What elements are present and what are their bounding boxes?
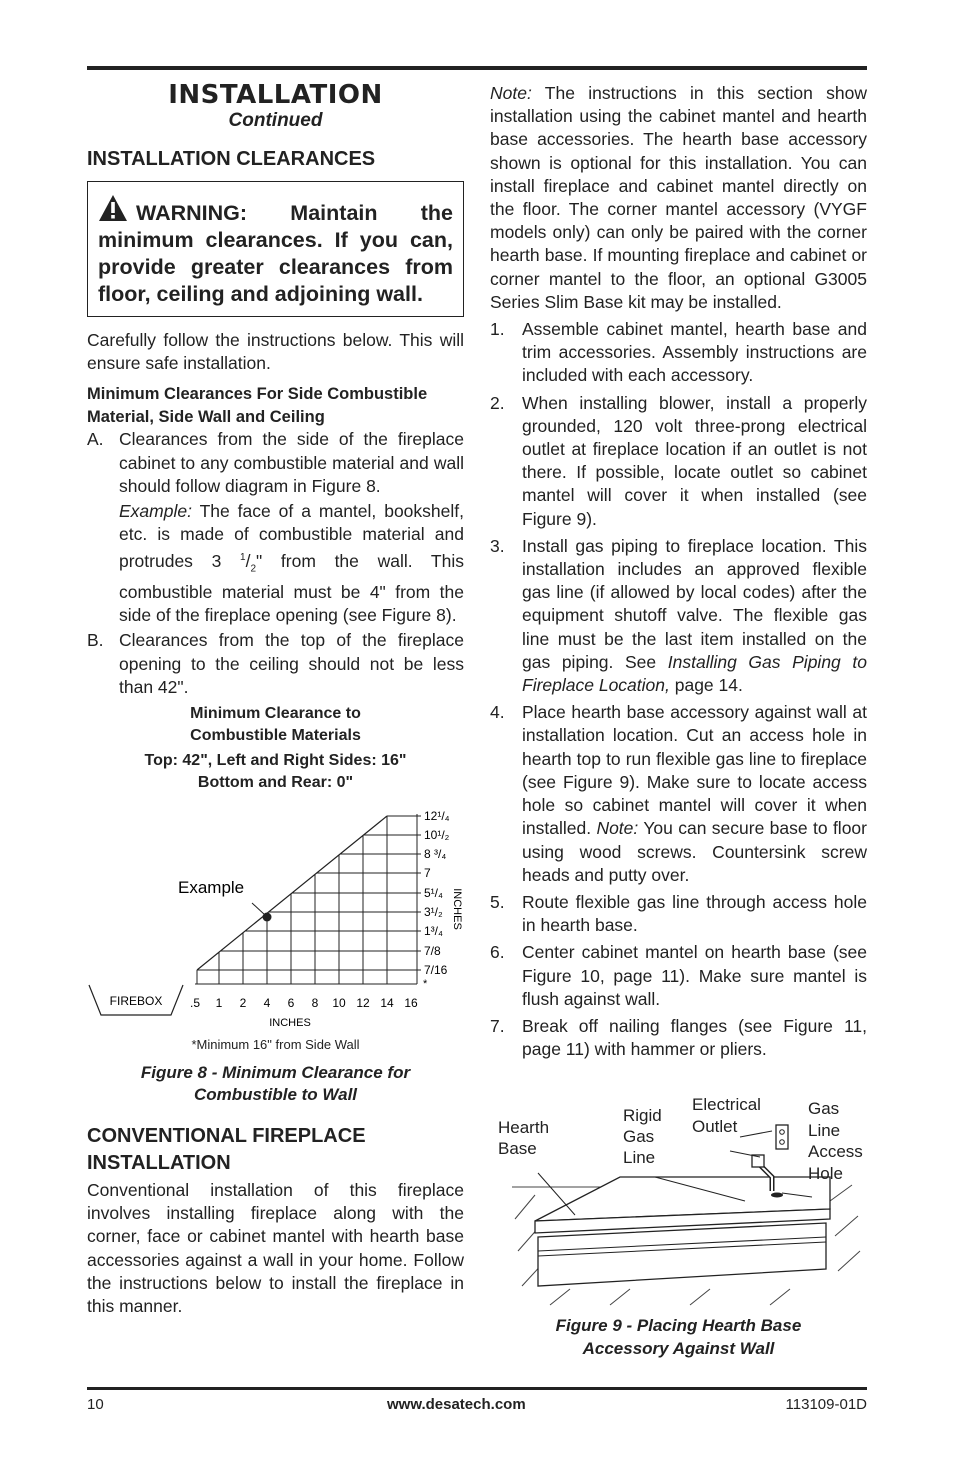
footer-code: 113109-01D bbox=[785, 1396, 867, 1413]
y-tick-label: 8 ³/₄ bbox=[424, 846, 447, 861]
conventional-heading bbox=[87, 1123, 464, 1177]
firebox-label: FIREBOX bbox=[109, 993, 163, 1008]
fig9-caption-2: Accessory Against Wall bbox=[582, 1338, 775, 1358]
example-part-2: " from the wall. This combustible material must be 4" from the side of the fireplace opening (see Figure 8). bbox=[119, 551, 464, 626]
step-text-part: Install gas piping to fireplace location. This installation includes an approved flexible gas line (if allowed by local codes) after the equipment shutoff valve. The flexible gas line must be the last item installed on the gas piping. See bbox=[522, 535, 867, 672]
hearth-label-2: Base bbox=[498, 1139, 537, 1159]
step-text-part: Route flexible gas line through access hole in hearth base. bbox=[522, 891, 867, 936]
x-tick-label: 6 bbox=[287, 995, 295, 1010]
figure8-titles bbox=[87, 703, 464, 795]
elec-label-1: Electrical bbox=[692, 1095, 761, 1115]
list-item bbox=[87, 428, 464, 627]
item-b-text: Clearances from the top of the fireplace opening to the ceiling should not be less than 42". bbox=[119, 630, 464, 697]
asterisk: * bbox=[423, 977, 428, 990]
note-label: Note: bbox=[490, 83, 532, 103]
y-tick-label: 5¹/₄ bbox=[424, 885, 443, 900]
step-text-part: Place hearth base accessory against wall at installation location. Cut an access hole in hearth top to run flexible gas line to fireplace (see Figure 9). Make sure to locate access hole so cabinet mantel will cover it when installed. bbox=[522, 702, 867, 839]
fig8-title-2: Combustible Materials bbox=[190, 727, 361, 745]
y-axis-label: INCHES bbox=[451, 888, 463, 930]
y-tick-label: 10¹/₂ bbox=[424, 827, 450, 842]
frac-den: 2 bbox=[250, 563, 257, 575]
warning-box bbox=[87, 181, 464, 317]
gas-label-4: Hole bbox=[808, 1164, 843, 1184]
page-title: INSTALLATION bbox=[168, 80, 383, 110]
clearances-heading: INSTALLATION CLEARANCES bbox=[87, 148, 376, 170]
footer-url: www.desatech.com bbox=[387, 1396, 526, 1413]
frac-num: 1 bbox=[240, 552, 246, 564]
step-item bbox=[490, 318, 867, 388]
left-column bbox=[87, 80, 464, 1318]
step-item bbox=[490, 891, 867, 937]
step-text-part: Center cabinet mantel on hearth base (see Figure 10, page 11). Make sure mantel is flush against wall. bbox=[522, 942, 867, 1009]
step-item bbox=[490, 1015, 867, 1061]
gas-label-2: Line bbox=[808, 1121, 841, 1141]
fig8-footnote: *Minimum 16" from Side Wall bbox=[191, 1036, 360, 1052]
y-tick-label: 7/16 bbox=[424, 962, 448, 977]
y-tick-label: 7/8 bbox=[424, 943, 441, 958]
example-part-1: The face of a mantel, bookshelf, etc. is made of combustible material and protrudes 3 bbox=[119, 501, 464, 572]
x-tick-label: 10 bbox=[332, 995, 346, 1010]
step-text bbox=[522, 318, 867, 388]
intro-text: Carefully follow the instructions below. This will ensure safe installation. bbox=[87, 330, 464, 374]
x-tick-label: 14 bbox=[380, 995, 394, 1010]
item-marker: A. bbox=[87, 429, 104, 450]
step-number: 1. bbox=[490, 319, 505, 340]
x-axis-label: INCHES bbox=[269, 1016, 311, 1029]
warning-icon bbox=[98, 194, 128, 222]
step-emphasis: Note: bbox=[596, 818, 639, 839]
gas-label-1: Gas bbox=[808, 1099, 840, 1119]
x-tick-label: 8 bbox=[311, 995, 319, 1010]
y-tick-label: 12¹/₄ bbox=[424, 808, 450, 823]
fig9-caption-1: Figure 9 - Placing Hearth Base bbox=[555, 1316, 802, 1336]
step-text bbox=[522, 392, 867, 531]
step-text bbox=[522, 535, 867, 697]
y-tick-label: 3¹/₂ bbox=[424, 904, 443, 919]
continued-label: Continued bbox=[228, 110, 323, 131]
fig8-caption-2: Combustible to Wall bbox=[193, 1085, 358, 1105]
note-text: The instructions in this section show installation using the cabinet mantel and hearth base accessories. The hearth base accessory shown is optional for this installation. You can install fireplace and cabinet mantel directly on the floor. The corner mantel accessory (VYGF models only) can only be paired with the corner hearth base. If mounting fireplace and cabinet or corner mantel to the floor, an optional G3005 Series Slim Base kit may be installed. bbox=[490, 83, 867, 312]
list-item bbox=[87, 629, 464, 699]
steps-list bbox=[490, 318, 867, 1061]
top-rule bbox=[87, 66, 867, 70]
right-column bbox=[490, 82, 867, 1360]
step-text bbox=[522, 941, 867, 1011]
step-item bbox=[490, 941, 867, 1011]
step-item bbox=[490, 701, 867, 887]
fig8-title-3: Top: 42", Left and Right Sides: 16" bbox=[144, 751, 407, 769]
step-text-part: When installing blower, install a properly grounded, 120 volt three-prong electrical outlet at fireplace location if an outlet is not there. If possible, locate outlet so cabinet mantel will cover it when installed (see Figure 9). bbox=[522, 392, 867, 529]
step-item bbox=[490, 392, 867, 531]
conventional-text: Conventional installation of this fireplace involves installing fireplace along with the corner, face or cabinet mantel with hearth base accessories against a wall in your home. Follow the instructions below to install the fireplace in this manner. bbox=[87, 1179, 464, 1316]
step-number: 2. bbox=[490, 392, 505, 413]
step-text-part: Break off nailing flanges (see Figure 11, page 11) with hammer or pliers. bbox=[522, 1015, 867, 1060]
step-number: 4. bbox=[490, 702, 505, 723]
step-text-part: Assemble cabinet mantel, hearth base and trim accessories. Assembly instructions are included with each accessory. bbox=[522, 319, 867, 386]
figure8-diagram bbox=[87, 799, 464, 1039]
warning-text: WARNING: Maintain the minimum clearances. If you can, provide greater clearances from floor, ceiling and adjoining wall. bbox=[98, 201, 453, 306]
outlet-icon bbox=[776, 1125, 788, 1149]
fig8-caption-1: Figure 8 - Minimum Clearance for bbox=[140, 1062, 411, 1082]
x-tick-label: 12 bbox=[356, 995, 370, 1010]
step-text bbox=[522, 1015, 867, 1061]
x-tick-label: 4 bbox=[263, 995, 271, 1010]
step-text bbox=[522, 891, 867, 937]
rigid-label-1: Rigid bbox=[623, 1106, 662, 1126]
step-item bbox=[490, 535, 867, 697]
step-number: 5. bbox=[490, 891, 505, 912]
example-label: Example bbox=[178, 877, 245, 897]
rigid-label-2: Gas bbox=[623, 1127, 655, 1147]
step-text bbox=[522, 701, 867, 887]
x-tick-label: 1 bbox=[215, 995, 223, 1010]
x-tick-label: 16 bbox=[404, 995, 418, 1010]
step-number: 3. bbox=[490, 535, 505, 556]
conventional-heading-1: CONVENTIONAL FIREPLACE bbox=[87, 1124, 366, 1147]
x-tick-label: .5 bbox=[189, 995, 201, 1010]
figure9-diagram bbox=[490, 1091, 867, 1311]
step-number: 6. bbox=[490, 942, 505, 963]
item-marker: B. bbox=[87, 630, 104, 651]
step-number: 7. bbox=[490, 1015, 505, 1036]
page-number: 10 bbox=[87, 1396, 104, 1413]
x-tick-label: 2 bbox=[239, 995, 247, 1010]
note-paragraph bbox=[490, 82, 867, 314]
gas-label-3: Access bbox=[808, 1142, 863, 1162]
example-text: Example: The face of a mantel, bookshelf, etc. is made of combustible material and protrudes 3 $^1/_2$" from the wall. This combustible material must be 4" from the side of the fireplace opening (see Figure 8). bbox=[119, 501, 464, 626]
step-text-part: page 14. bbox=[669, 675, 743, 696]
conventional-heading-2: INSTALLATION bbox=[87, 1151, 231, 1174]
item-a-text: Clearances from the side of the fireplace cabinet to any combustible material and wall should follow diagram in Figure 8. bbox=[119, 429, 464, 496]
bottom-rule bbox=[87, 1387, 867, 1390]
elec-label-2: Outlet bbox=[692, 1117, 738, 1137]
hearth-side bbox=[538, 1223, 826, 1286]
rigid-label-3: Line bbox=[623, 1148, 656, 1168]
step-text-part: You can secure base to floor using wood screws. Countersink screw heads and putty over. bbox=[522, 818, 867, 885]
y-tick-label: 1³/₄ bbox=[424, 923, 443, 938]
fig8-title-4: Bottom and Rear: 0" bbox=[197, 774, 354, 792]
example-label: Example: bbox=[119, 501, 192, 522]
hearth-label-1: Hearth bbox=[498, 1118, 550, 1138]
fig8-title-1: Minimum Clearance to bbox=[190, 704, 361, 722]
sub-heading: Minimum Clearances For Side Combustible Material, Side Wall and Ceiling bbox=[87, 385, 428, 426]
access-hole bbox=[771, 1193, 783, 1198]
step-emphasis: Installing Gas Piping to Fireplace Location, bbox=[522, 651, 867, 696]
y-tick-label: 7 bbox=[424, 865, 431, 880]
